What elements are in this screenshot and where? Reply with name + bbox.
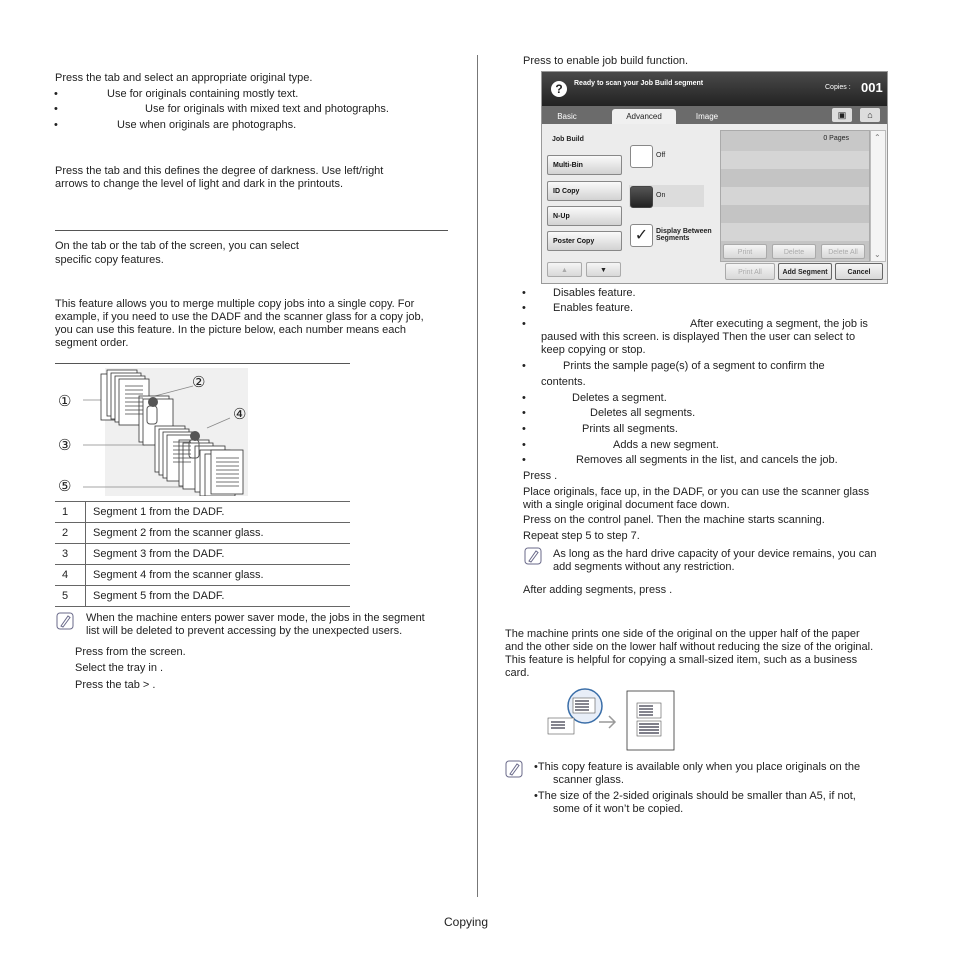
table-row [55, 565, 350, 586]
darkness-line-2: arrows to change the level of light and dark in the printouts. [55, 178, 344, 190]
step-press-from-screen: Press from the screen. [75, 646, 186, 658]
segment-table [55, 501, 350, 607]
poster-copy-button[interactable]: Poster Copy [547, 231, 622, 251]
page-footer: Copying [444, 915, 489, 929]
delete-button[interactable]: Delete [772, 244, 816, 259]
n-up-button[interactable]: N-Up [547, 206, 622, 226]
card-copy-figure [545, 688, 677, 752]
note-icon [505, 760, 523, 778]
hard-drive-note-2: add segments without any restriction. [553, 561, 735, 573]
segment-number: 1 [55, 502, 86, 523]
tab-basic[interactable]: Basic [557, 112, 577, 121]
screen-status-text: Ready to scan your Job Build segment [574, 80, 704, 87]
column-separator [477, 55, 478, 897]
segment-number: 5 [55, 586, 86, 607]
scroll-up-button[interactable]: ▲ [547, 262, 582, 277]
advanced-intro-line-2: specific copy features. [55, 254, 164, 266]
segment-description: Segment 2 from the scanner glass. [86, 523, 351, 544]
copies-label: Copies : [825, 84, 851, 91]
list-scrollbar[interactable] [870, 130, 886, 262]
hard-drive-note-1: As long as the hard drive capacity of your device remains, you can [553, 548, 877, 560]
after-adding-segments: After adding segments, press . [523, 584, 673, 596]
segment-description: Segment 5 from the DADF. [86, 586, 351, 607]
job-build-screen [541, 71, 888, 284]
scroll-down-button[interactable]: ▼ [586, 262, 621, 277]
list-item[interactable] [721, 205, 869, 223]
print-line-2: contents. [541, 376, 586, 388]
scanner-glass-note-2: scanner glass. [553, 774, 624, 786]
segment-description: Segment 1 from the DADF. [86, 502, 351, 523]
job-build-desc-4: segment order. [55, 337, 129, 349]
power-saver-note-2: list will be deleted to prevent accessing by the unexpected users. [86, 625, 403, 637]
home-icon[interactable]: ⌂ [860, 108, 880, 122]
job-build-desc-2: example, if you need to use the DADF and the scanner glass for a copy job, [55, 311, 424, 323]
two-sided-illustration [545, 688, 677, 752]
press-control-panel: Press on the control panel. Then the machine starts scanning. [523, 514, 825, 526]
callout-2: ② [192, 374, 206, 391]
two-sided-desc-2: and the other side on the lower half without reducing the size of the original. [505, 641, 874, 653]
display-between-label: Display Between Segments [656, 228, 712, 242]
step-press: Press . [523, 470, 558, 482]
job-build-desc-3: you can use this feature. In the picture below, each number means each [55, 324, 406, 336]
off-label: Off [656, 152, 666, 159]
tab-advanced[interactable]: Advanced [612, 109, 676, 124]
figure-top-rule [55, 363, 350, 364]
callout-5: ⑤ [58, 478, 72, 495]
callout-4: ④ [233, 406, 247, 423]
id-copy-button[interactable]: ID Copy [547, 181, 622, 201]
tab-image[interactable]: Image [695, 112, 719, 121]
segment-number: 4 [55, 565, 86, 586]
folder-icon[interactable]: ▣ [832, 108, 852, 122]
advanced-intro-line-1: On the tab or the tab of the screen, you can select [55, 240, 299, 252]
copies-value: 001 [861, 80, 883, 95]
size-note-2: some of it won’t be copied. [553, 803, 684, 815]
list-item[interactable] [721, 187, 869, 205]
segment-number: 2 [55, 523, 86, 544]
table-row [55, 523, 350, 544]
scanner-glass-note-1: •This copy feature is available only when you place originals on the [534, 761, 861, 773]
two-sided-desc-3: This feature is helpful for copying a small-sized item, such as a business [505, 654, 858, 666]
cancel-button[interactable]: Cancel [835, 263, 883, 280]
multi-bin-button[interactable]: Multi-Bin [547, 155, 622, 175]
list-item[interactable] [721, 223, 869, 241]
section-divider [55, 230, 448, 231]
note-icon [524, 547, 542, 565]
two-sided-desc-1: The machine prints one side of the original on the upper half of the paper [505, 628, 860, 640]
table-row [55, 586, 350, 607]
scroll-down-arrow-icon[interactable]: ⌄ [874, 250, 881, 259]
repeat-steps: Repeat step 5 to step 7. [523, 530, 640, 542]
segment-number: 3 [55, 544, 86, 565]
scroll-up-arrow-icon[interactable]: ⌃ [874, 133, 881, 142]
step-select-tray: Select the tray in . [75, 662, 164, 674]
original-type-intro: Press the tab and select an appropriate original type. [55, 72, 313, 84]
darkness-line-1: Press the tab and this defines the degree of darkness. Use left/right [55, 165, 384, 177]
display-between-line-2: paused with this screen. is displayed Then the user can select to [541, 331, 856, 343]
display-between-checkbox[interactable]: ✓ [630, 224, 653, 247]
size-note-1: •The size of the 2-sided originals should be smaller than A5, if not, [534, 790, 856, 802]
callout-3: ③ [58, 437, 72, 454]
note-icon [56, 612, 74, 630]
list-item[interactable] [721, 151, 869, 169]
press-enable-job-build: Press to enable job build function. [523, 55, 689, 67]
pages-count: 0 Pages [823, 135, 849, 142]
segment-list [720, 130, 870, 262]
segment-description: Segment 3 from the DADF. [86, 544, 351, 565]
print-button[interactable]: Print [723, 244, 767, 259]
on-toggle[interactable] [630, 186, 653, 208]
screen-header [542, 72, 887, 106]
delete-all-button[interactable]: Delete All [821, 244, 865, 259]
job-build-desc-1: This feature allows you to merge multiple copy jobs into a single copy. For [55, 298, 415, 310]
print-all-button[interactable]: Print All [725, 263, 775, 280]
tab-bar [542, 106, 887, 124]
step-press-tab: Press the tab > . [75, 679, 156, 691]
display-between-line-3: keep copying or stop. [541, 344, 646, 356]
list-item[interactable] [721, 169, 869, 187]
table-row [55, 502, 350, 523]
place-originals-1: Place originals, face up, in the DADF, or you can use the scanner glass [523, 486, 870, 498]
callout-1: ① [58, 393, 72, 410]
add-segment-button[interactable]: Add Segment [778, 263, 832, 280]
power-saver-note-1: When the machine enters power saver mode, the jobs in the segment [86, 612, 425, 624]
on-label: On [656, 192, 666, 199]
table-row [55, 544, 350, 565]
two-sided-desc-4: card. [505, 667, 530, 679]
job-build-illustration [55, 366, 250, 496]
segment-stacks-figure [55, 366, 250, 496]
place-originals-2: with a single original document face down. [523, 499, 730, 511]
job-build-label: Job Build [552, 136, 584, 143]
off-toggle[interactable] [630, 145, 653, 168]
segment-description: Segment 4 from the scanner glass. [86, 565, 351, 586]
help-button[interactable]: ? [551, 81, 567, 97]
